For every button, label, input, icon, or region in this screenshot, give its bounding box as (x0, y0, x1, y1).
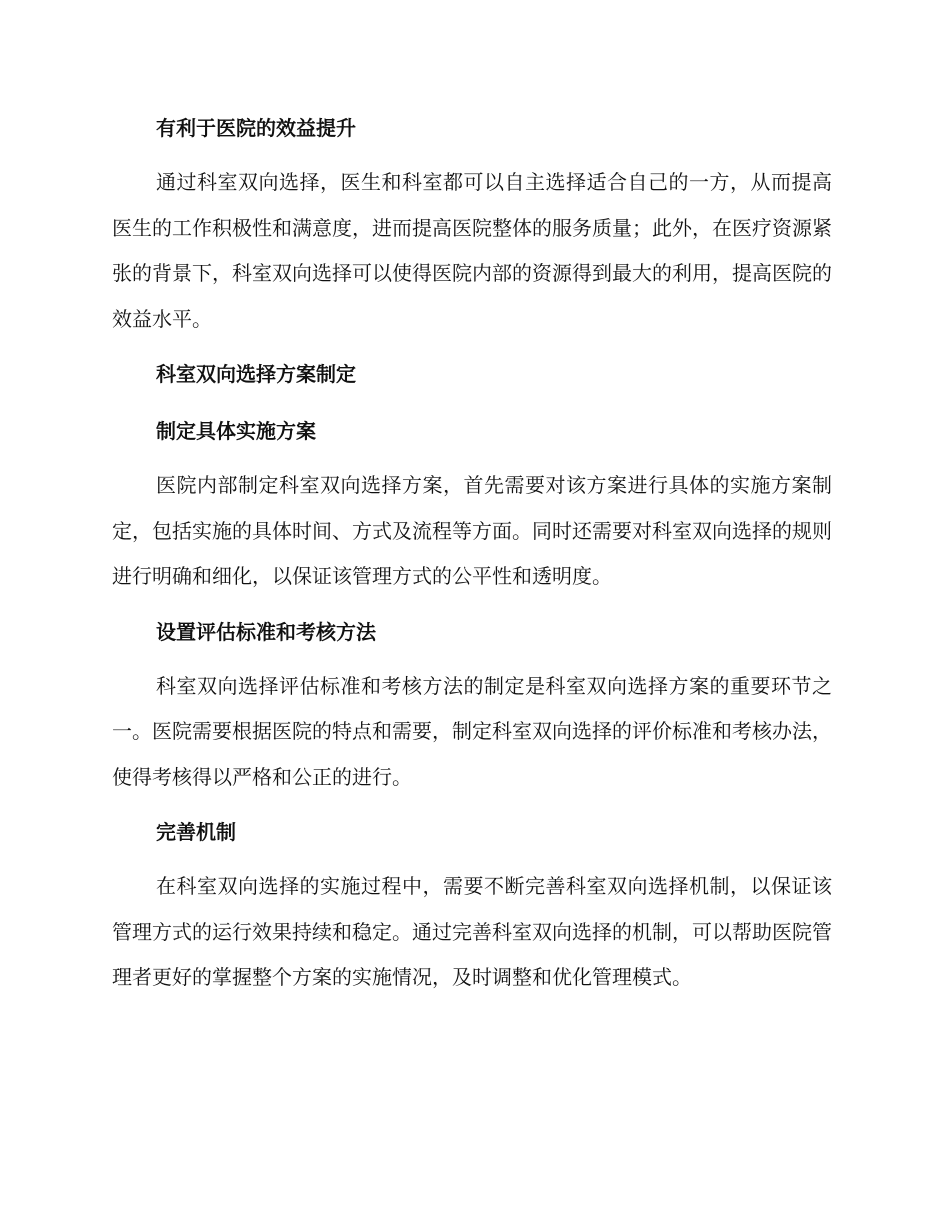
section-heading-benefit: 有利于医院的效益提升 (156, 116, 356, 140)
section-heading-plan: 科室双向选择方案制定 (156, 362, 356, 386)
section-paragraph-benefit: 通过科室双向选择，医生和科室都可以自主选择适合自己的一方，从而提高医生的工作积极性和满意度，进而提高医院整体的服务质量；此外，在医疗资源紧张的背景下，科室双向选择可以使得医院内部的资源得到最大的利用，提高医院的效益水平。 (112, 170, 832, 331)
section-paragraph-evaluation: 科室双向选择评估标准和考核方法的制定是科室双向选择方案的重要环节之一。医院需要根据医院的特点和需要，制定科室双向选择的评价标准和考核办法，使得考核得以严格和公正的进行。 (112, 673, 832, 789)
document-page (112, 108, 832, 1001)
section-heading-mechanism: 完善机制 (156, 820, 236, 844)
section-heading-evaluation: 设置评估标准和考核方法 (156, 619, 376, 644)
section-paragraph-implementation: 医院内部制定科室双向选择方案，首先需要对该方案进行具体的实施方案制定，包括实施的具体时间、方式及流程等方面。同时还需要对科室双向选择的规则进行明确和细化，以保证该管理方式的公平性和透明度。 (112, 473, 832, 588)
section-heading-implementation: 制定具体实施方案 (156, 419, 316, 443)
section-paragraph-mechanism: 在科室双向选择的实施过程中，需要不断完善科室双向选择机制，以保证该管理方式的运行效果持续和稳定。通过完善科室双向选择的机制，可以帮助医院管理者更好的掌握整个方案的实施情况，及时调整和优化管理模式。 (112, 874, 832, 989)
